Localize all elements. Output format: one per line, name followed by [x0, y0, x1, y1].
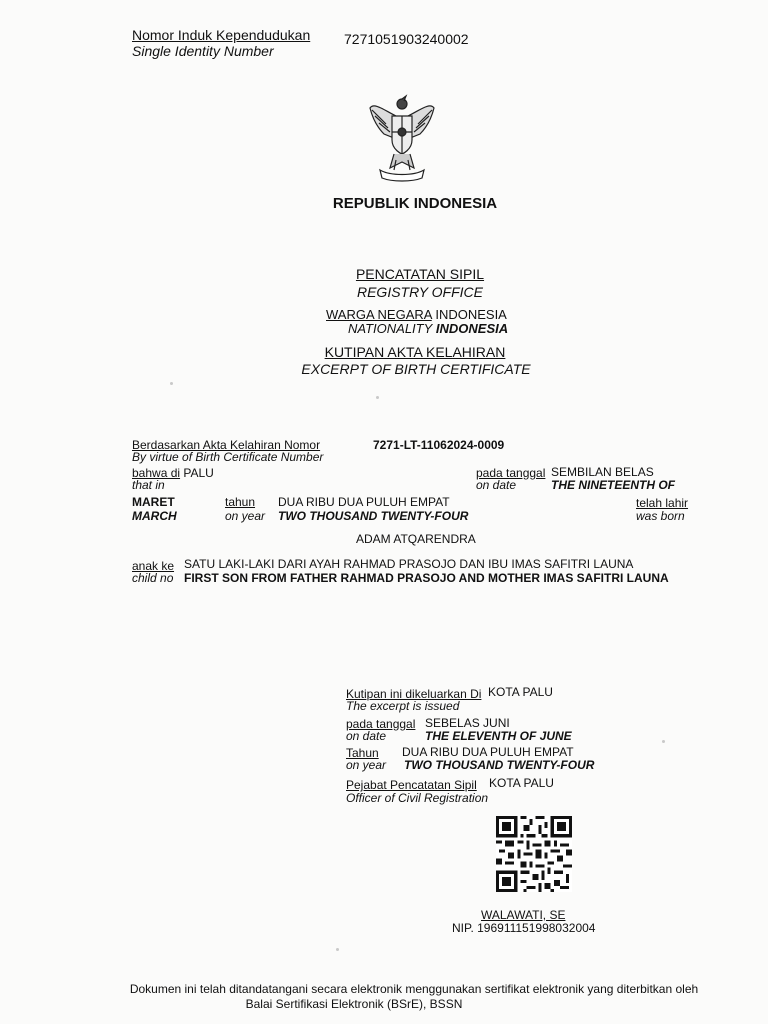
date-label: pada tanggal: [476, 466, 546, 480]
signatory-nip: NIP. 196911151998032004: [452, 921, 596, 935]
office-title-en: REGISTRY OFFICE: [356, 284, 483, 300]
basis-label-en: By virtue of Birth Certificate Number: [132, 450, 324, 464]
scan-speck: [376, 396, 379, 399]
child-no-value: SATU LAKI-LAKI DARI AYAH RAHMAD PRASOJO DAN IBU IMAS SAFITRI LAUNA: [184, 557, 634, 571]
month-value-en: MARCH: [132, 509, 177, 523]
nationality-row-en: [348, 322, 508, 336]
issued-date-value-en: THE ELEVENTH OF JUNE: [425, 729, 572, 743]
child-no-label: anak ke: [132, 559, 175, 573]
issued-value: KOTA PALU: [488, 685, 553, 699]
issued-date-label: pada tanggal: [346, 717, 416, 731]
issued-year-value: DUA RIBU DUA PULUH EMPAT: [402, 745, 574, 759]
issued-label-en: The excerpt is issued: [346, 699, 460, 713]
place-label: bahwa di: [132, 466, 181, 480]
basis-label: Berdasarkan Akta Kelahiran Nomor: [132, 438, 321, 452]
issued-date-label-en: on date: [346, 729, 387, 743]
certificate-number: 7271-LT-11062024-0009: [373, 438, 505, 452]
day-value-en: THE NINETEENTH OF: [551, 478, 676, 492]
child-no-value-en: FIRST SON FROM FATHER RAHMAD PRASOJO AND MOTHER IMAS SAFITRI LAUNA: [184, 571, 669, 585]
signatory-name: WALAWATI, SE: [481, 908, 566, 922]
issued-year-label-en: on year: [346, 758, 387, 772]
nationality-label: WARGA NEGARA: [326, 307, 432, 322]
born-label-en: was born: [636, 509, 685, 523]
day-value: SEMBILAN BELAS: [551, 465, 654, 479]
issued-year-value-en: TWO THOUSAND TWENTY-FOUR: [404, 758, 595, 772]
certificate-title: KUTIPAN AKTA KELAHIRAN: [324, 344, 506, 360]
nationality-row: [326, 308, 507, 322]
nik-value: 7271051903240002: [344, 31, 469, 47]
officer-label-en: Officer of Civil Registration: [346, 791, 489, 805]
child-name: ADAM ATQARENDRA: [356, 532, 476, 546]
garuda-pancasila-emblem-icon: [366, 94, 438, 184]
nationality-value: INDONESIA: [435, 307, 507, 322]
scan-speck: [170, 382, 173, 385]
year-label-en: on year: [225, 509, 266, 523]
officer-value: KOTA PALU: [489, 776, 554, 790]
month-value: MARET: [132, 495, 175, 509]
nationality-label-en: NATIONALITY: [348, 321, 433, 336]
year-label: tahun: [225, 495, 256, 509]
child-no-label-en: child no: [132, 571, 174, 585]
year-value: DUA RIBU DUA PULUH EMPAT: [278, 495, 450, 509]
issued-date-value: SEBELAS JUNI: [425, 716, 510, 730]
issued-label: Kutipan ini dikeluarkan Di: [346, 687, 482, 701]
nik-label: Nomor Induk Kependudukan: [132, 27, 311, 43]
footer-line-1: Dokumen ini telah ditandatangani secara elektronik menggunakan sertifikat elektronik yang diterbitkan oleh: [129, 982, 699, 996]
qr-code-icon: [496, 816, 572, 892]
born-label: telah lahir: [636, 496, 689, 510]
place-label-en: that in: [132, 478, 165, 492]
officer-label: Pejabat Pencatatan Sipil: [346, 778, 477, 792]
certificate-title-en: EXCERPT OF BIRTH CERTIFICATE: [301, 361, 531, 377]
footer-line-2: Balai Sertifikasi Elektronik (BSrE), BSSN: [245, 997, 463, 1011]
nik-label-en: Single Identity Number: [132, 43, 274, 59]
scan-speck: [662, 740, 665, 743]
office-title: PENCATATAN SIPIL: [355, 266, 485, 282]
nationality-value-en: INDONESIA: [435, 321, 509, 336]
issued-year-label: Tahun: [346, 746, 379, 760]
place-value: PALU: [183, 466, 214, 480]
scan-speck: [336, 948, 339, 951]
country-name: REPUBLIK INDONESIA: [332, 195, 498, 212]
date-label-en: on date: [476, 478, 517, 492]
year-value-en: TWO THOUSAND TWENTY-FOUR: [278, 509, 469, 523]
